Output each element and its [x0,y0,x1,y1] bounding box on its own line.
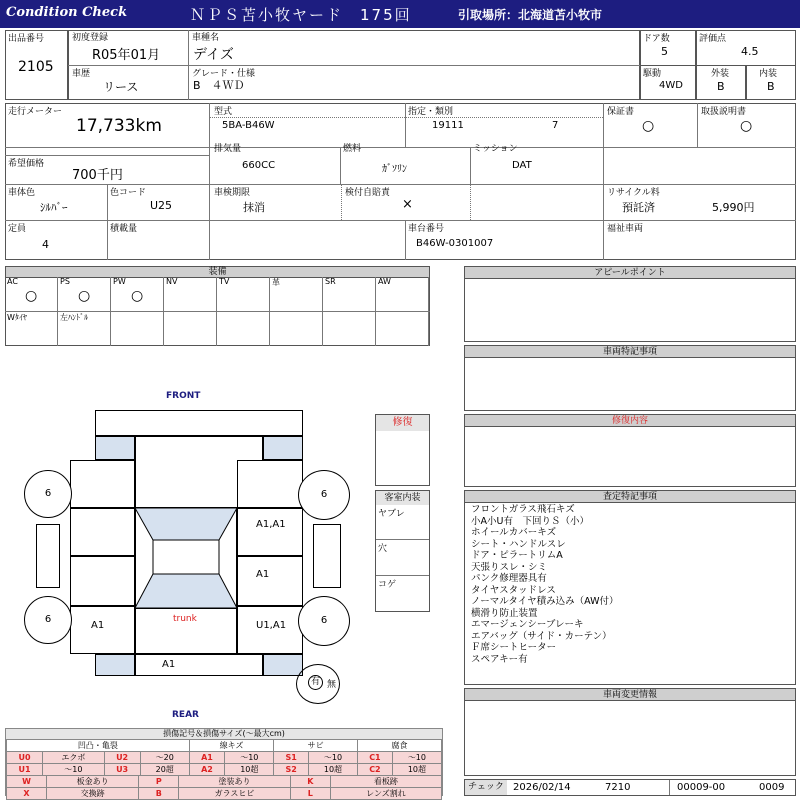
code-u0: U0 [7,752,43,764]
grade: B ４ＷＤ [193,79,245,92]
desc-x: 交換跡 [47,788,139,800]
rear-right-corner [263,654,303,676]
inspect-item: ドア・ピラートリムA [471,550,563,561]
equip-row2-cell [58,311,111,346]
inspection: 抹消 [243,201,265,214]
inspect-item: 小A小U有 下回りＳ（小） [471,515,589,527]
equip-革 [270,277,323,311]
footer-box [464,779,796,796]
interior-title: 客室内装 [376,491,429,505]
inspect-item: パンク修理器具有 [471,573,547,584]
front-left-corner [95,436,135,460]
legend-table [6,739,442,780]
desc-u0: エクボ [43,752,104,764]
trunk-label: trunk [173,614,197,624]
door-label: ドア数 [643,34,670,44]
code-c1: C1 [358,752,393,764]
damage-rl-quarter: A1 [91,620,105,631]
inspect-item: スペアキー有 [471,653,528,665]
equipment-title: 装備 [6,267,429,278]
equip-key: AW [378,277,391,286]
rear-label: REAR [172,710,199,720]
appeal-box [464,266,796,342]
price-label: 希望価格 [8,159,45,169]
equip-key: SR [325,277,336,286]
pickup-location: 引取場所：北海道苫小牧市 [458,8,603,22]
header-bar [0,0,800,28]
inspect-item: タイヤスタッドレス [471,584,556,596]
fuel: ｶﾞｿﾘﾝ [382,164,407,175]
colorcode: U25 [150,199,173,212]
code-u1: U1 [7,764,43,776]
inspect-item: 天張りスレ・シミ [471,561,548,573]
repair-box [375,414,430,486]
drive-box [640,65,696,100]
special-title: 車両特記事項 [465,346,795,358]
name-label: 車種名 [192,33,220,43]
footer-num1: 00009-00 [677,782,726,793]
desc-c1: 〜10 [392,752,441,764]
check-label: チェック [465,780,507,795]
left-mirror [36,524,60,588]
drive-label: 駆動 [643,69,662,79]
inspect-item: フロントガラス飛石キズ [471,504,575,515]
inspect-item: 横滑り防止装置 [471,607,538,619]
equip-row2-cell [270,311,323,346]
legend-group-scratch: 線キズ [189,740,274,752]
desc-a2: 10超 [225,764,274,776]
equip-row2-cell [376,311,429,346]
interior-tear: ヤブレ [378,509,405,519]
load-label: 積載量 [110,224,138,234]
equip-key: 左ﾊﾝﾄﾞﾙ [60,313,88,322]
code-a2: A2 [189,764,225,776]
code-b: B [139,788,179,800]
change-box [464,688,796,776]
lot-number: 2105 [18,59,54,75]
front-bumper [95,410,303,436]
legend-group-rust: サビ [274,740,358,752]
tire-front-right: 6 [298,470,350,520]
check-date: 2026/02/14 [513,782,571,793]
equip-key: AC [7,277,18,286]
code-a1: A1 [189,752,225,764]
displacement: 660CC [242,160,276,171]
front-label: FRONT [166,391,201,401]
front-right-corner [263,436,303,460]
equip-key: NV [166,277,178,286]
code-w: W [7,776,47,788]
code-u2: U2 [104,752,140,764]
ext-box [696,65,746,100]
recycle-amount: 5,990円 [712,201,755,214]
equip-ac [5,277,58,311]
cabin-outline [135,508,237,608]
lot-box [5,30,68,100]
equip-key: PW [113,277,126,286]
footer-num2: 0009 [759,782,785,793]
front-right-fender [237,460,303,508]
first-reg-label: 初度登録 [72,33,109,43]
recycle-status: 預託済 [622,201,655,214]
desc-p: 塗装あり [179,776,291,788]
equip-key: PS [60,277,70,286]
desc-u2: 〜20 [140,752,189,764]
score-label: 評価点 [699,34,727,44]
first-reg: R05年01月 [92,48,161,63]
history: リース [103,80,139,94]
repair-content-title: 修復内容 [465,415,795,427]
capacity: 4 [42,238,49,251]
legend-group-corrosion: 腐食 [358,740,442,752]
rear-right-door [237,556,303,606]
equip-row2-cell [5,311,58,346]
code-k: K [290,776,330,788]
equip-row2-cell [323,311,376,346]
color: ｼﾙﾊﾞｰ [40,201,68,214]
desc-u1: 〜10 [43,764,104,776]
desc-w: 板金あり [47,776,139,788]
tire-rear-right: 6 [298,596,350,646]
tire-rear-left: 6 [24,596,72,644]
damage-rr-quarter: U1,A1 [256,620,287,631]
equip-value: ○ [78,288,91,304]
equip-tv [217,277,270,311]
equip-sr [323,277,376,311]
capacity-label: 定員 [8,224,27,234]
liability: × [402,197,413,212]
spare-tire-yes: 有 [308,675,323,690]
repair-content-box [464,414,796,487]
equip-pw [111,277,164,311]
category: 7 [552,120,559,131]
equip-row2-cell [111,311,164,346]
mileage: 17,733km [76,116,162,136]
inspect-item: Ｆ席シートヒーター [471,642,557,653]
inspection-label: 車検期限 [214,188,251,198]
int-grade: B [767,80,775,93]
equip-value: ○ [131,288,144,304]
drive: 4WD [659,80,683,91]
inspect-item: エアバッグ（サイド・カーテン） [471,630,612,642]
inspect-box [464,490,796,685]
appeal-title: アピールポイント [465,267,795,279]
change-title: 車両変更情報 [465,689,795,701]
tire-front-left: 6 [24,470,72,518]
equip-ps [58,277,111,311]
ext-grade: B [717,80,725,93]
colorcode-label: 色コード [110,188,147,198]
check-code: 7210 [605,782,631,793]
inspect-item: エマージェンシーブレーキ [471,619,584,630]
desc-b: ガラスヒビ [179,788,291,800]
door-count: 5 [661,45,668,58]
rear-bumper [135,654,263,676]
legend-group-dent: 凹凸・亀裂 [7,740,190,752]
front-right-door [237,508,303,556]
interior-hole: 穴 [378,544,388,554]
inspect-list [471,504,619,665]
chassis-label: 車台番号 [408,224,445,234]
code-l: L [290,788,330,800]
interior-burn: コゲ [378,580,397,590]
lot-label: 出品番号 [8,34,45,44]
welfare-label: 福祉車両 [607,224,644,234]
chassis: B46W-0301007 [416,238,494,249]
displacement-label: 排気量 [214,144,242,154]
code-u3: U3 [104,764,140,776]
damage-fr-door: A1,A1 [256,519,286,530]
code-s1: S1 [274,752,309,764]
mission-label: ミッション [473,144,518,154]
inspect-item: ノーマルタイヤ積み込み（AW付） [471,596,619,607]
damage-rr-door: A1 [256,569,270,580]
model-label: 型式 [214,107,233,117]
repair-title: 修復 [376,415,429,431]
equip-key: 革 [272,278,280,287]
spare-tire-no: 無 [327,680,337,690]
grade-label: グレード・仕様 [192,69,256,79]
rear-left-door [70,556,135,606]
liability-label: 検付自賠責 [345,188,391,198]
auction-title: ＮＰＳ苫小牧ヤード 175回 [190,6,412,24]
door-box [640,30,696,66]
interior-box [375,490,430,612]
brand-title: Condition Check [6,5,128,20]
inspect-title: 査定特記事項 [465,491,795,503]
special-box [464,345,796,411]
legend-title: 損傷記号＆損傷サイズ(〜最大cm) [6,729,442,739]
legend-table-2 [6,775,442,800]
legend-box [5,728,443,796]
desc-s1: 〜10 [308,752,357,764]
front-left-door [70,508,135,556]
code-p: P [139,776,179,788]
equip-aw [376,277,429,311]
manual-label: 取扱説明書 [701,107,747,117]
history-label: 車歴 [72,69,91,79]
warranty: ○ [642,118,655,134]
code-x: X [7,788,47,800]
equip-key: Wﾀｲﾔ [7,313,27,322]
front-left-fender [70,460,135,508]
code-s2: S2 [274,764,309,776]
int-label: 内装 [759,69,778,79]
score: 4.5 [741,45,759,58]
fuel-label: 燃料 [343,144,362,154]
equip-nv [164,277,217,311]
mission: DAT [512,160,532,171]
equip-row2-cell [217,311,270,346]
equip-value: ○ [25,288,38,304]
designation-label: 指定・類別 [408,107,454,117]
ext-label: 外装 [711,69,730,79]
car-name: デイズ [193,47,234,63]
equip-key: TV [219,277,230,286]
rear-left-corner [95,654,135,676]
equip-row2-cell [164,311,217,346]
warranty-label: 保証書 [607,107,635,117]
price: 700千円 [72,168,123,183]
right-mirror [313,524,341,588]
desc-s2: 10超 [308,764,357,776]
code-c2: C2 [358,764,393,776]
desc-k: 看板跡 [330,776,441,788]
desc-c2: 10超 [392,764,441,776]
int-box [746,65,796,100]
damage-rear-bumper: A1 [162,659,176,670]
inspect-item: ホイールカバーキズ [471,527,557,538]
color-label: 車体色 [8,188,36,198]
manual: ○ [740,118,753,134]
model: 5BA-B46W [222,120,275,131]
inspect-item: シート・ハンドルスレ [471,538,566,550]
desc-l: レンズ割れ [330,788,441,800]
desc-a1: 〜10 [225,752,274,764]
desc-u3: 20超 [140,764,189,776]
recycle-label: リサイクル料 [607,188,660,198]
mileage-label: 走行メーター [8,107,63,117]
designation: 19111 [432,120,464,131]
score-box [696,30,796,66]
